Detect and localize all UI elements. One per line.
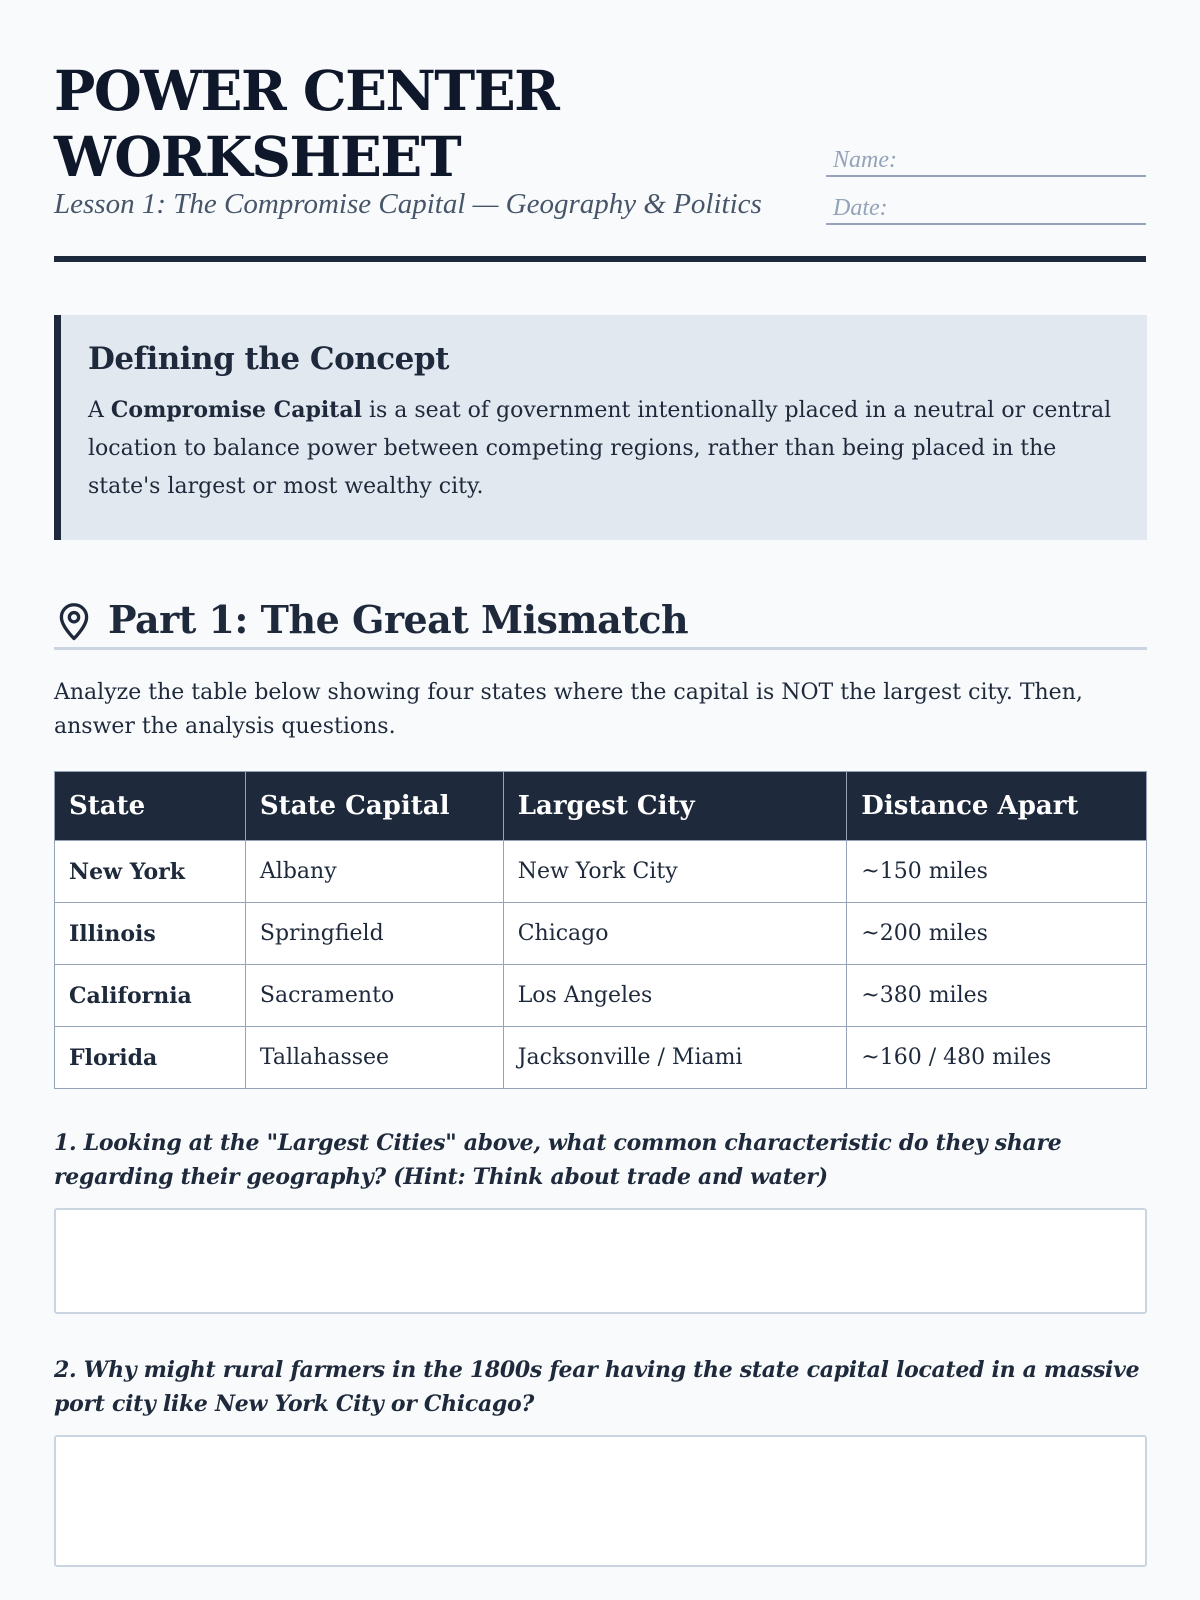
cell-capital: Tallahassee: [245, 1027, 503, 1089]
question-2-answer-box[interactable]: [54, 1435, 1147, 1567]
concept-callout: [54, 315, 1147, 540]
title-line-2: WORKSHEET: [54, 124, 461, 189]
cell-distance: ~380 miles: [847, 965, 1147, 1027]
table-row: [55, 841, 1147, 903]
table-row: [55, 903, 1147, 965]
cell-capital: Albany: [245, 841, 503, 903]
col-header-state: State: [55, 772, 246, 841]
question-1-answer-box[interactable]: [54, 1208, 1147, 1314]
col-header-largest-city: Largest City: [503, 772, 847, 841]
part-1-title: Part 1: The Great Mismatch: [108, 597, 689, 642]
cell-largest-city: New York City: [503, 841, 847, 903]
cell-state: Florida: [55, 1027, 246, 1089]
cell-state: California: [55, 965, 246, 1027]
cell-capital: Sacramento: [245, 965, 503, 1027]
definition-body: is a seat of government intentionally placed in a neutral or central location to balance power between competing regions, rather than being placed in the state's largest or most wealthy city.: [88, 398, 1112, 499]
question-2-prompt: 2. Why might rural farmers in the 1800s fear having the state capital located in a massive port city like New York City or Chicago?: [54, 1357, 1140, 1417]
map-pin-icon: [56, 602, 92, 642]
cell-state: Illinois: [55, 903, 246, 965]
cell-state: New York: [55, 841, 246, 903]
concept-definition: [88, 391, 1113, 506]
table-row: [55, 1027, 1147, 1089]
cell-distance: ~160 / 480 miles: [847, 1027, 1147, 1089]
date-label: Date:: [833, 195, 888, 221]
part-1-instructions: Analyze the table below showing four states where the capital is NOT the largest city. Then, answer the analysis questions.: [54, 680, 1083, 739]
cell-distance: ~150 miles: [847, 841, 1147, 903]
date-field[interactable]: [826, 191, 1146, 225]
cell-distance: ~200 miles: [847, 903, 1147, 965]
cell-largest-city: Jacksonville / Miami: [503, 1027, 847, 1089]
definition-prefix: A: [88, 398, 111, 423]
col-header-capital: State Capital: [245, 772, 503, 841]
col-header-distance: Distance Apart: [847, 772, 1147, 841]
table-row: [55, 965, 1147, 1027]
worksheet-header: [54, 0, 1146, 262]
worksheet-title: [54, 58, 558, 190]
lesson-subtitle: Lesson 1: The Compromise Capital — Geography & Politics: [54, 188, 762, 220]
cell-largest-city: Chicago: [503, 903, 847, 965]
part-1-heading: [54, 592, 1147, 650]
name-label: Name:: [833, 147, 897, 173]
definition-term: Compromise Capital: [110, 397, 362, 423]
cell-largest-city: Los Angeles: [503, 965, 847, 1027]
table-header-row: [55, 772, 1147, 841]
concept-heading: Defining the Concept: [88, 341, 449, 377]
cell-capital: Springfield: [245, 903, 503, 965]
question-1-prompt: 1. Looking at the "Largest Cities" above, what common characteristic do they share regarding their geography? (Hint: Think about trade and water): [54, 1130, 1062, 1190]
capitals-table: [54, 771, 1147, 1089]
name-field[interactable]: [826, 143, 1146, 177]
title-line-1: POWER CENTER: [54, 58, 559, 123]
